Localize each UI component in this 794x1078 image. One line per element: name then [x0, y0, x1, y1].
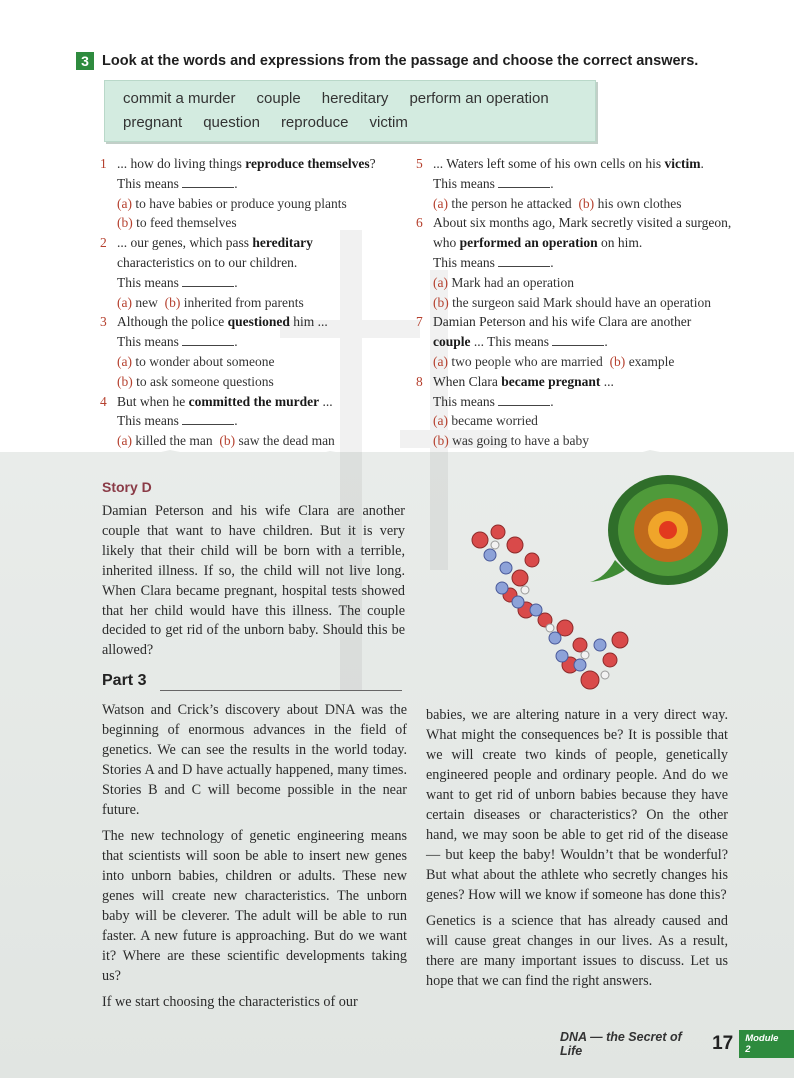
page-number: 17: [712, 1033, 734, 1054]
story-title: Story D: [102, 479, 152, 495]
option-a[interactable]: to wonder about someone: [135, 353, 275, 369]
option-a[interactable]: new: [135, 294, 158, 310]
question-6: 6 About six months ago, Mark secretly visited a surgeon, who performed an operation on him. This means . (a) Mark had an operation (b) the surgeon said Mark should have an operation: [416, 215, 732, 310]
part-title-rule: [160, 690, 402, 691]
questions-right: [416, 154, 746, 451]
answer-blank[interactable]: [182, 333, 234, 346]
answer-blank[interactable]: [498, 175, 550, 188]
option-a[interactable]: became worried: [451, 413, 538, 429]
word-row-1: [123, 90, 549, 107]
questions-left: [100, 154, 400, 451]
word: victim: [369, 114, 408, 131]
exercise-heading: [76, 52, 698, 70]
paragraph: Genetics is a science that has already caused and will cause great changes in our lives. As a result, there are many important issues to discuss. Let us hope that we can find the right answers.: [426, 913, 728, 989]
option-a[interactable]: to have babies or produce young plants: [135, 195, 347, 211]
answer-blank[interactable]: [498, 254, 550, 267]
option-a[interactable]: Mark had an operation: [451, 274, 574, 290]
paragraph: babies, we are altering nature in a very direct way. What might the consequences be? It is possible that we will create two kinds of people, genetically engineered people and ordinary people. And do we want to get rid of unborn babies because they have certain diseases or characteristics? On the other hand, we may soon be able to get rid of the disease — but keep the baby! Wouldn’t that be wonderful? But what about the athlete who secretly changes his genes? How will we know if someone has done this?: [426, 707, 728, 903]
option-b[interactable]: inherited from parents: [183, 294, 304, 310]
module-badge: Module 2: [739, 1030, 794, 1058]
cell-image: [590, 475, 728, 585]
word: couple: [256, 90, 301, 107]
answer-blank[interactable]: [182, 175, 234, 188]
part3-column-2: [426, 705, 728, 997]
answer-blank[interactable]: [552, 333, 604, 346]
option-b[interactable]: his own clothes: [597, 195, 682, 211]
exercise-instruction: Look at the words and expressions from the passage and choose the correct answers.: [102, 53, 699, 69]
part-title: Part 3: [102, 672, 147, 689]
word: hereditary: [321, 90, 389, 107]
answer-blank[interactable]: [182, 412, 234, 425]
option-b[interactable]: saw the dead man: [238, 433, 335, 449]
option-b[interactable]: to ask someone questions: [136, 373, 274, 389]
word-box: [104, 80, 596, 142]
paragraph: Watson and Crick’s discovery about DNA was the beginning of enormous advances in the field of genetics. We can see the results in the world today. Stories A and D have actually happened, many times. Stories B and C will become possible in the near future.: [102, 702, 407, 818]
answer-blank[interactable]: [182, 274, 234, 287]
option-a[interactable]: two people who are married: [451, 353, 603, 369]
word: commit a murder: [123, 90, 236, 107]
option-b[interactable]: to feed themselves: [136, 215, 237, 231]
exercise-number: 3: [76, 52, 94, 70]
word-row-2: [123, 114, 408, 131]
part3-column-1: [102, 700, 407, 1018]
question-7: 7 Damian Peterson and his wife Clara are another couple ... This means . (a) two people who are married (b) example: [416, 314, 692, 369]
dna-strand: [472, 525, 628, 689]
question-1: 1 ... how do living things reproduce themselves? This means . (a) to have babies or produce young plants (b) to feed themselves: [100, 156, 376, 231]
paragraph: The new technology of genetic engineering means that scientists will soon be able to insert new genes into unborn babies, children or adults. These new genes will create new characteristics. The unborn baby will be cleverer. The adult will be able to run faster. A new future is approaching. But do we want it? Where are these scientific developments taking us?: [102, 828, 407, 984]
footer-title: DNA — the Secret of Life: [560, 1030, 682, 1058]
word: perform an operation: [409, 90, 549, 107]
word: reproduce: [280, 114, 349, 131]
question-5: 5 ... Waters left some of his own cells on his victim. This means . (a) the person he attacked (b) his own clothes: [416, 156, 704, 211]
page-footer: [560, 1030, 794, 1058]
word: question: [203, 114, 260, 131]
option-b[interactable]: example: [628, 353, 675, 369]
option-b[interactable]: the surgeon said Mark should have an operation: [452, 294, 711, 310]
story-text: Damian Peterson and his wife Clara are another couple that want to have children. But it is very likely that their child will be born with a terrible, inherited illness. If so, the child will not live long. When Clara became pregnant, hospital tests showed that her child would have this illness. The couple decided to get rid of the unborn baby. Should this be allowed?: [102, 503, 405, 659]
option-a[interactable]: the person he attacked: [451, 195, 572, 211]
paragraph: If we start choosing the characteristics of our: [102, 994, 358, 1010]
question-4: 4 But when he committed the murder ... This means . (a) killed the man (b) saw the dead man: [100, 393, 335, 449]
question-3: 3 Although the police questioned him ... This means . (a) to wonder about someone (b) to ask someone questions: [100, 314, 328, 389]
question-8: 8 When Clara became pregnant ... This means . (a) became worried (b) was going to have a baby: [416, 373, 614, 449]
answer-blank[interactable]: [498, 393, 550, 406]
word: pregnant: [123, 114, 183, 131]
dna-illustration: [440, 460, 780, 710]
option-a[interactable]: killed the man: [135, 433, 213, 449]
option-b[interactable]: was going to have a baby: [452, 433, 589, 449]
question-2: 2 ... our genes, which pass hereditary characteristics on to our children. This means . (a) new (b) inherited from parents: [100, 235, 313, 310]
